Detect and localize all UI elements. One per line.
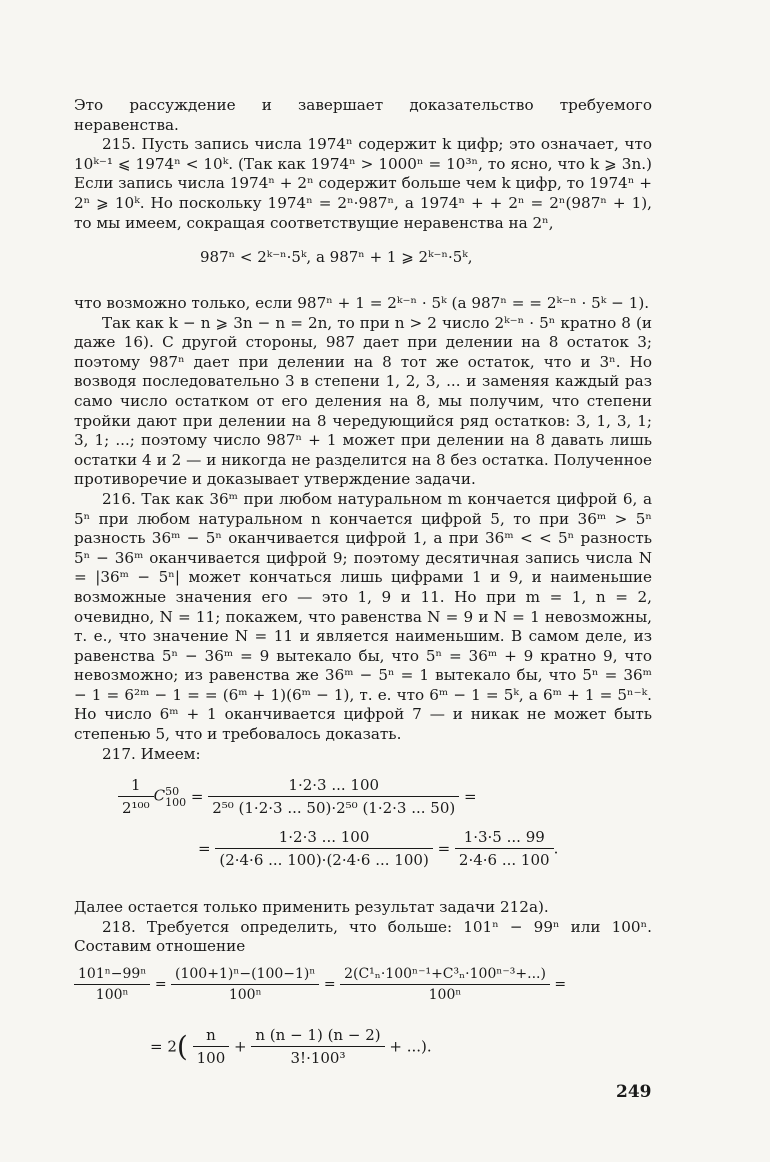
paragraph-problem-215: 215. Пусть запись числа 1974ⁿ содержит k цифр; это означает, что 10ᵏ⁻¹ ⩽ 1974ⁿ < 10ᵏ. (Так как 1974ⁿ > 1000ⁿ = 10³ⁿ, то ясно, что k ⩾ 3n.) Если запись числа 1974ⁿ + 2ⁿ содержит больше чем k цифр, то 1974ⁿ + 2ⁿ ⩾ 10ᵏ. Но поскольку 1974ⁿ = 2ⁿ·987ⁿ, а 1974ⁿ + + 2ⁿ = 2ⁿ(987ⁿ + 1), то мы имеем, сокращая соответствущие неравенства на 2ⁿ,	[74, 135, 652, 232]
fraction: $\frac{\text{(100+1)ⁿ−(100−1)ⁿ}}{\text{100ⁿ}}$	[171, 966, 319, 1003]
fraction: $\frac{1}{\text{2¹⁰⁰}}$	[118, 776, 154, 817]
ratio-formula-line-1: $\frac{\text{101ⁿ−99ⁿ}}{\text{100ⁿ}}$ = $\frac{\text{(100+1)ⁿ−(100−1)ⁿ}}{\text{100ⁿ}}$ = $\frac{\text{2(C¹ₙ·100ⁿ⁻¹+C³ₙ·100ⁿ⁻³+...)}}{\text{100ⁿ}}$ =	[74, 966, 566, 1003]
fraction: $\frac{\text{101ⁿ−99ⁿ}}{\text{100ⁿ}}$	[74, 966, 150, 1003]
paragraph-problem-217: 217. Имеем:	[102, 744, 201, 763]
binomial-sup: 50	[165, 784, 180, 798]
ratio-formula-line-2: = 2( $\frac{n}{100}$ + $\frac{n (n - 1) (n - 2)}{\text{3!·100³}}$ + ...).	[150, 1026, 432, 1067]
fraction: $\frac{1\cdot 2\cdot 3 ... 100}{(2\cdot 4\cdot 6 ... 100)\cdot(2\cdot 4\cdot 6 ... 100)}$	[215, 828, 432, 869]
text-block-3	[74, 898, 652, 957]
binomial-symbol: C	[153, 786, 166, 805]
paragraph: что возможно только, если 987ⁿ + 1 = 2ᵏ⁻ⁿ · 5ᵏ (а 987ⁿ = = 2ᵏ⁻ⁿ · 5ᵏ − 1).	[74, 294, 650, 312]
paragraph-problem-216: 216. Так как 36ᵐ при любом натуральном m кончается цифрой 6, а 5ⁿ при любом натуральном n кончается цифрой 5, то при 36ᵐ > 5ⁿ разность 36ᵐ − 5ⁿ оканчивается цифрой 1, а при 36ᵐ < < 5ⁿ разность 5ⁿ − 36ᵐ оканчивается цифрой 9; поэтому десятичная запись числа N = |36ᵐ − 5ⁿ| может кончаться лишь цифрами 1 и 9, и наименьшие возможные значения его — это 1, 9 и 11. Но при m = 1, n = 2, очевидно, N = 11; покажем, что равенства N = 9 и N = 1 невозможны, т. е., что значение N = 11 и является наименьшим. В самом деле, из равенства 5ⁿ − 36ᵐ = 9 вытекало бы, что 5ⁿ = 36ᵐ + 9 кратно 9, что невозможно; из равенства же 36ᵐ − 5ⁿ = 1 вытекало бы, что 5ⁿ = 36ᵐ − 1 = 6²ᵐ − 1 = = (6ᵐ + 1)(6ᵐ − 1), т. е. что 6ᵐ − 1 = 5ᵏ, а 6ᵐ + 1 = 5ⁿ⁻ᵏ. Но число 6ᵐ + 1 оканчивается цифрой 7 — и никак не может быть степенью 5, что и требовалось доказать.	[74, 489, 652, 744]
fraction: $\frac{n (n - 1) (n - 2)}{\text{3!·100³}}$	[251, 1026, 384, 1067]
fraction: $\frac{1\cdot 3\cdot 5 ... 99}{2\cdot 4\cdot 6 ... 100}$	[455, 828, 554, 869]
fraction: $\frac{\text{2(C¹ₙ·100ⁿ⁻¹+C³ₙ·100ⁿ⁻³+...)}}{\text{100ⁿ}}$	[340, 966, 550, 1003]
binomial-formula-line-2: = $\frac{1\cdot 2\cdot 3 ... 100}{(2\cdot 4\cdot 6 ... 100)\cdot(2\cdot 4\cdot 6 ... 100)}$ = $\frac{1\cdot 3\cdot 5 ... 99}{2\cdot 4\cdot 6 ... 100}$ .	[198, 828, 559, 869]
binomial-sub: 100	[165, 795, 187, 809]
paragraph: Далее остается только применить результат задачи 212а).	[74, 898, 549, 916]
paragraph-problem-218: 218. Требуется определить, что больше: 101ⁿ − 99ⁿ или 100ⁿ. Составим отношение	[74, 917, 652, 956]
text-block-1	[74, 96, 652, 233]
text-block-2	[74, 294, 652, 764]
formula-tail: + ...).	[389, 1037, 432, 1056]
fraction: $\frac{1\cdot 2\cdot 3 ... 100}{\text{2⁵⁰ (1·2·3 ... 50)·2⁵⁰ (1·2·3 ... 50)}}$	[208, 776, 459, 817]
paragraph: Это рассуждение и завершает доказательство требуемого неравенства.	[74, 96, 652, 134]
paragraph: Так как k − n ⩾ 3n − n = 2n, то при n > 2 число 2ᵏ⁻ⁿ · 5ⁿ кратно 8 (и даже 16). С другой стороны, 987 дает при делении на 8 остаток 3; поэтому 987ⁿ дает при делении на 8 тот же остаток, что и 3ⁿ. Но возводя последовательно 3 в степени 1, 2, 3, ... и заменяя каждый раз само число остатком от его деления на 8, мы получим, что степени тройки дают при делении на 8 чередующийся ряд остатков: 3, 1, 3, 1; 3, 1; ...; поэтому число 987ⁿ + 1 может при делении на 8 давать лишь остатки 4 и 2 — и никогда не разделится на 8 без остатка. Полученное противоречие и доказывает утверждение задачи.	[74, 313, 652, 489]
page-number: 249	[616, 1082, 652, 1102]
inequality-formula: 987ⁿ < 2ᵏ⁻ⁿ·5ᵏ, а 987ⁿ + 1 ⩾ 2ᵏ⁻ⁿ·5ᵏ,	[200, 248, 473, 266]
fraction: $\frac{n}{100}$	[193, 1026, 230, 1067]
binomial-formula-line-1: $\frac{1}{\text{2¹⁰⁰}}$ C 50 100 = $\frac{1\cdot 2\cdot 3 ... 100}{\text{2⁵⁰ (1·2·3 ... 50)·2⁵⁰ (1·2·3 ... 50)}}$ =	[118, 776, 477, 817]
